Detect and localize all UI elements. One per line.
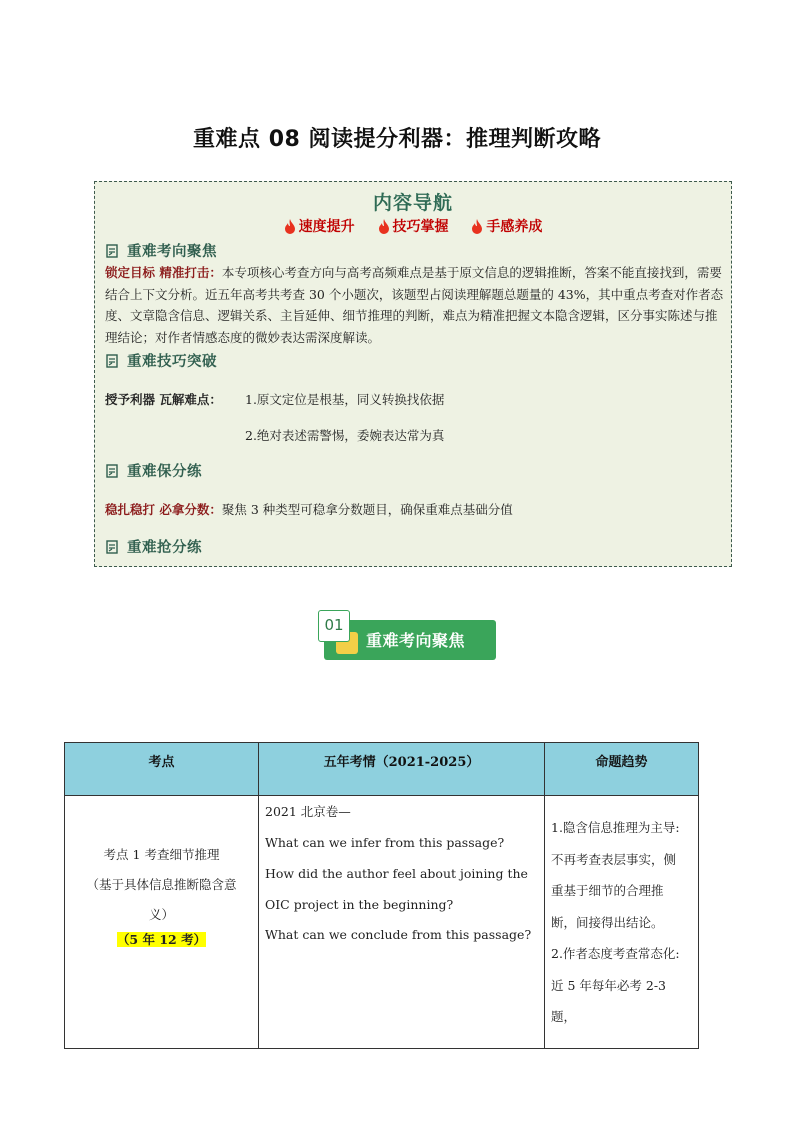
- badge-label: 重难考向聚焦: [366, 631, 466, 650]
- count-highlight: （5 年 12 考）: [116, 932, 207, 947]
- flame-icon: [284, 219, 296, 234]
- document-title: 重难点 08 阅读提分利器：推理判断攻略: [193, 127, 601, 152]
- header-point: 考点: [65, 743, 259, 796]
- skill-item: 1.原文定位是根基，同义转换找依据: [245, 392, 445, 407]
- cell-point: 考点 1 考查细节推理 （基于具体信息推断隐含意 义） （5 年 12 考）: [65, 796, 259, 1049]
- nav-title: 内容导航: [372, 192, 453, 214]
- table-row: [65, 796, 699, 1049]
- tag-skill: 技巧掌握: [378, 216, 449, 236]
- section-heading-skills: 重难技巧突破: [105, 350, 217, 371]
- tag-feel: 手感养成: [471, 216, 542, 236]
- section-heading-basic-practice: 重难保分练: [105, 460, 202, 481]
- skill-item: 2.绝对表述需警惕，委婉表达常为真: [245, 428, 445, 443]
- document-icon: [105, 354, 119, 368]
- section-badge: [318, 610, 496, 662]
- section-heading-advanced-practice: 重难抢分练: [105, 536, 202, 557]
- document-icon: [105, 244, 119, 258]
- tag-speed: 速度提升: [284, 216, 355, 236]
- exam-analysis-table: [64, 742, 699, 1049]
- flame-icon: [378, 219, 390, 234]
- cell-trend: 1.隐含信息推理为主导: 不再考查表层事实，侧 重基于细节的合理推 断，间接得出结论。 2.作者态度考查常态化: 近 5 年每年必考 2-3 题，: [545, 796, 699, 1049]
- basic-practice-line: 稳扎稳打 必拿分数：聚焦 3 种类型可稳拿分数题目，确保重难点基础分值: [105, 502, 513, 517]
- header-five-year: 五年考情（2021-2025）: [259, 743, 545, 796]
- document-icon: [105, 464, 119, 478]
- section-heading-focus: 重难考向聚焦: [105, 240, 217, 261]
- header-trend: 命题趋势: [545, 743, 699, 796]
- table-header-row: [65, 743, 699, 796]
- skills-lead: 授予利器 瓦解难点：: [105, 392, 222, 407]
- nav-tags: [95, 216, 731, 238]
- content-navigation-box: [94, 181, 732, 567]
- focus-paragraph: 锁定目标 精准打击：本专项核心考查方向与高考高频难点是基于原文信息的逻辑推断，答案不能直接找到，需要结合上下文分析。近五年高考共考查 30 个小题次，该题型占阅读理解题总题量的 43%，其中重点考查对作者态度、文章隐含信息、逻辑关系、主旨延伸、细节推理的判断，难点为精准把握文本隐含逻辑，区分事实陈述与推理结论；对作者情感态度的微妙表达需深度解读。: [105, 265, 724, 345]
- document-icon: [105, 540, 119, 554]
- cell-exam-history: 2021 北京卷— What can we infer from this passage? How did the author feel about joining the OIC project in the beginning? What can we conclude from this passage?: [259, 796, 545, 1049]
- badge-number: 01: [318, 610, 350, 642]
- flame-icon: [471, 219, 483, 234]
